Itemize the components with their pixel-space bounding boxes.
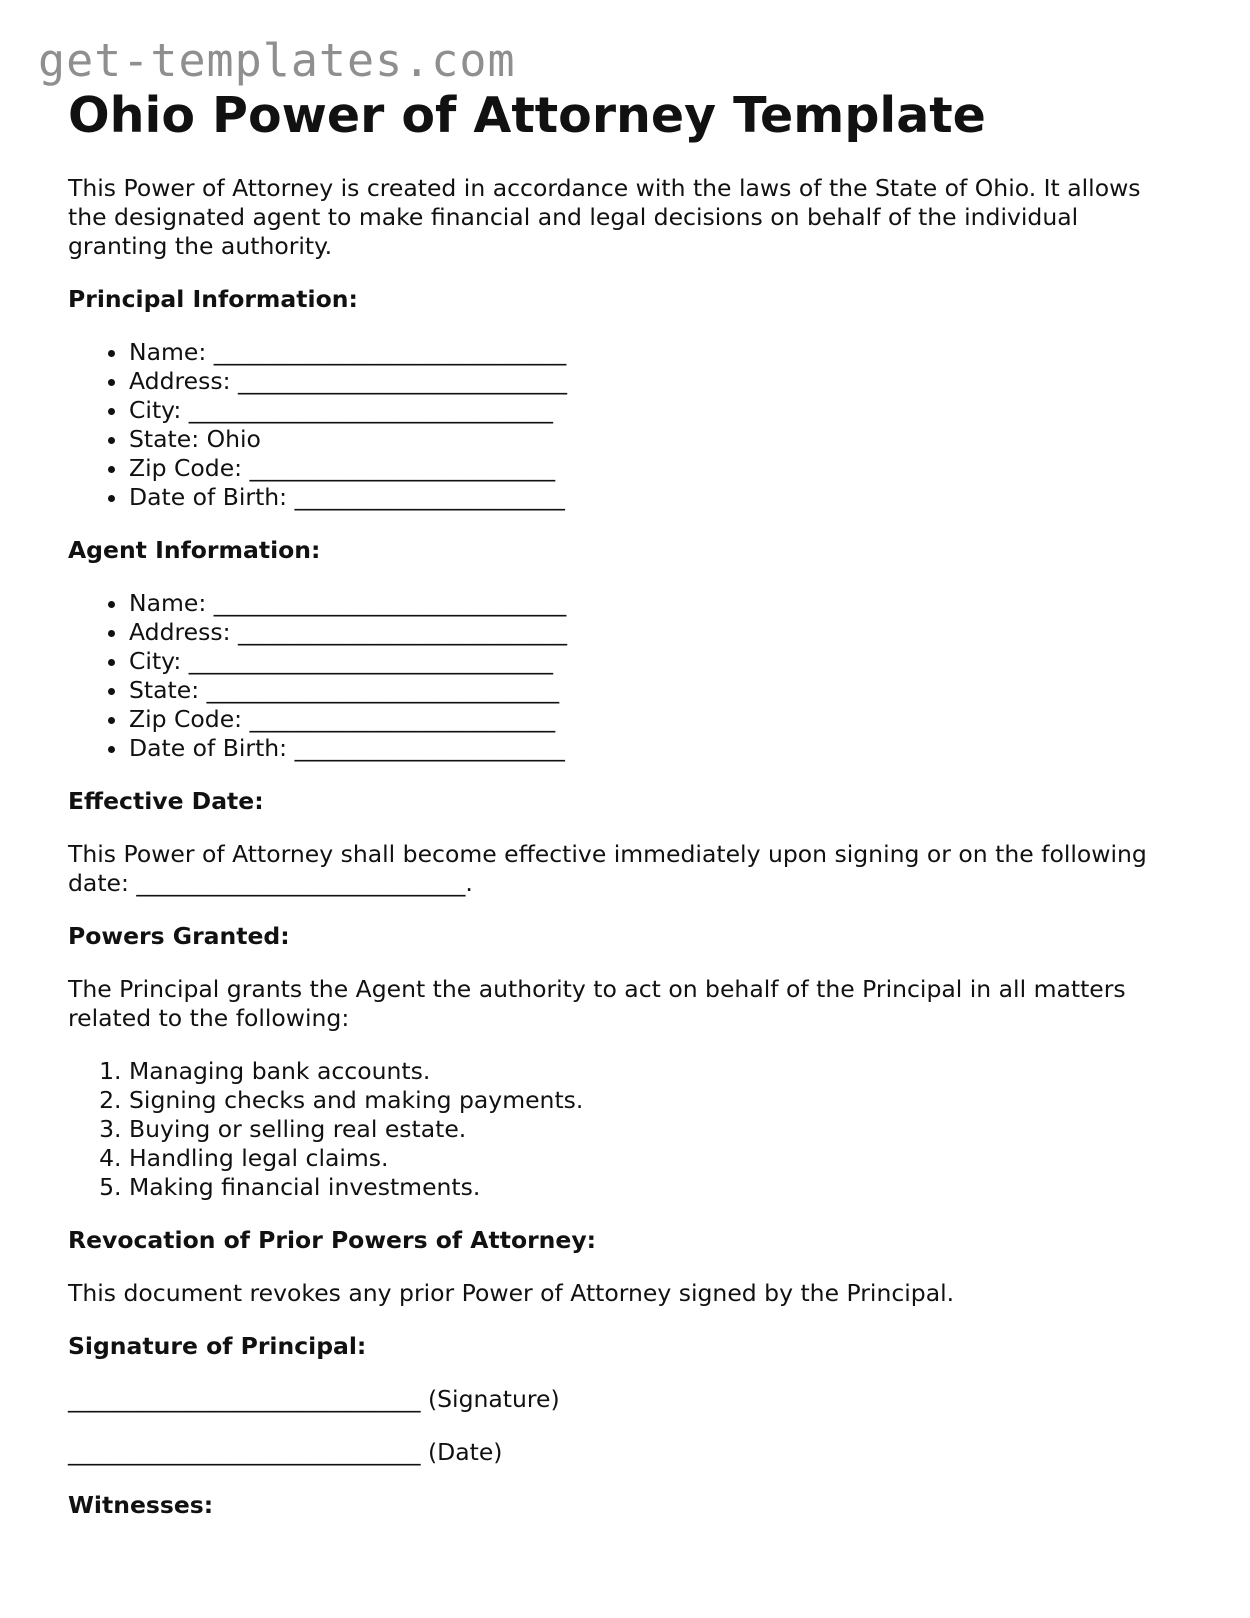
power-item: 1. Managing bank accounts. xyxy=(129,1057,1178,1086)
power-item: 5. Making financial investments. xyxy=(129,1173,1178,1202)
document-page xyxy=(68,86,1178,1520)
agent-address-field: • Address: ____________________________ xyxy=(129,618,1178,647)
power-item: 3. Buying or selling real estate. xyxy=(129,1115,1178,1144)
agent-dob-field: • Date of Birth: _______________________ xyxy=(129,734,1178,763)
agent-state-field: • State: ______________________________ xyxy=(129,676,1178,705)
watermark: get-templates.com xyxy=(38,34,516,87)
signature-date-line: ______________________________ (Date) xyxy=(68,1438,503,1466)
page-title: Ohio Power of Attorney Template xyxy=(68,87,986,144)
agent-heading: Agent Information: xyxy=(68,536,321,564)
revocation-heading: Revocation of Prior Powers of Attorney: xyxy=(68,1226,597,1254)
agent-list xyxy=(68,589,1178,763)
principal-address-field: • Address: ____________________________ xyxy=(129,367,1178,396)
principal-heading: Principal Information: xyxy=(68,285,358,313)
intro-paragraph: This Power of Attorney is created in accordance with the laws of the State of Ohio. It allows the designated agent to make financial and legal decisions on behalf of the individual granting the authority. xyxy=(68,174,1141,260)
powers-text: The Principal grants the Agent the authority to act on behalf of the Principal in all matters related to the following: xyxy=(68,975,1126,1032)
principal-state-field: • State: Ohio xyxy=(129,425,1178,454)
effective-date-text: This Power of Attorney shall become effective immediately upon signing or on the following date: ____________________________. xyxy=(68,840,1147,897)
agent-name-field: • Name: ______________________________ xyxy=(129,589,1178,618)
signature-heading: Signature of Principal: xyxy=(68,1332,367,1360)
principal-list xyxy=(68,338,1178,512)
revocation-text: This document revokes any prior Power of Attorney signed by the Principal. xyxy=(68,1279,955,1307)
effective-date-heading: Effective Date: xyxy=(68,787,264,815)
powers-list xyxy=(68,1057,1178,1202)
principal-city-field: • City: _______________________________ xyxy=(129,396,1178,425)
principal-name-field: • Name: ______________________________ xyxy=(129,338,1178,367)
agent-city-field: • City: _______________________________ xyxy=(129,647,1178,676)
witnesses-heading: Witnesses: xyxy=(68,1491,214,1519)
agent-zip-field: • Zip Code: __________________________ xyxy=(129,705,1178,734)
power-item: 4. Handling legal claims. xyxy=(129,1144,1178,1173)
power-item: 2. Signing checks and making payments. xyxy=(129,1086,1178,1115)
powers-heading: Powers Granted: xyxy=(68,922,290,950)
principal-zip-field: • Zip Code: __________________________ xyxy=(129,454,1178,483)
principal-dob-field: • Date of Birth: _______________________ xyxy=(129,483,1178,512)
signature-line: ______________________________ (Signature) xyxy=(68,1385,560,1413)
